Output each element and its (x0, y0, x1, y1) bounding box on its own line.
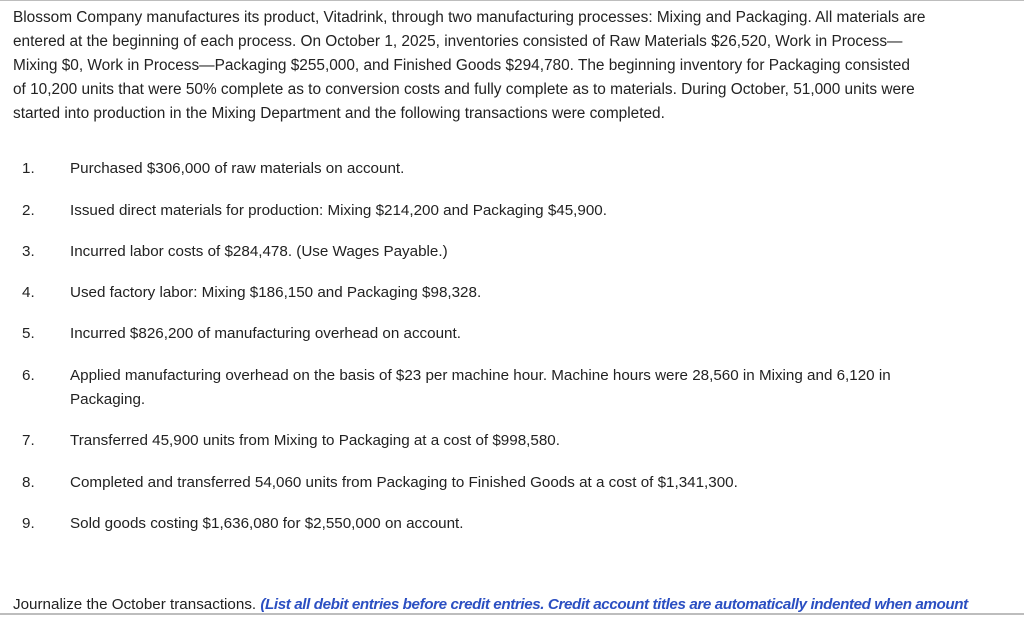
transaction-text: Used factory labor: Mixing $186,150 and Packaging $98,328. (70, 284, 482, 301)
transaction-text: Incurred labor costs of $284,478. (Use Wages Payable.) (70, 243, 448, 260)
transaction-text (70, 364, 1015, 412)
transaction-text: Purchased $306,000 of raw materials on account. (70, 160, 405, 177)
transaction-number: 5. (22, 325, 35, 342)
problem-intro (13, 6, 1024, 126)
intro-line: of 10,200 units that were 50% complete as to conversion costs and fully complete as to materials. During October, 51,000 units were (13, 81, 915, 98)
top-divider (0, 0, 1024, 1)
transaction-text: Sold goods costing $1,636,080 for $2,550,000 on account. (70, 515, 464, 532)
transaction-text: Transferred 45,900 units from Mixing to Packaging at a cost of $998,580. (70, 432, 560, 449)
transaction-number: 6. (22, 367, 35, 384)
transaction-number: 1. (22, 160, 35, 177)
intro-line: started into production in the Mixing Department and the following transactions were completed. (13, 105, 665, 122)
transaction-text: Issued direct materials for production: Mixing $214,200 and Packaging $45,900. (70, 202, 607, 219)
transaction-number: 3. (22, 243, 35, 260)
bottom-divider (0, 613, 1024, 615)
instruction-text: Journalize the October transactions. (13, 596, 257, 613)
transaction-text-line: Applied manufacturing overhead on the basis of $23 per machine hour. Machine hours were 28,560 in Mixing and 6,120 in (70, 367, 891, 384)
transaction-text: Completed and transferred 54,060 units from Packaging to Finished Goods at a cost of $1,341,300. (70, 474, 738, 491)
transaction-number: 2. (22, 202, 35, 219)
intro-line: Mixing $0, Work in Process—Packaging $255,000, and Finished Goods $294,780. The beginning inventory for Packaging consisted (13, 57, 910, 74)
intro-line: Blossom Company manufactures its product, Vitadrink, through two manufacturing processes: Mixing and Packaging. All materials are (13, 9, 926, 26)
instruction-note: (List all debit entries before credit entries. Credit account titles are automatically indented when amount (260, 596, 968, 613)
intro-line: entered at the beginning of each process. On October 1, 2025, inventories consisted of Raw Materials $26,520, Work in Process— (13, 33, 903, 50)
transaction-number: 7. (22, 432, 35, 449)
transaction-text-line: Packaging. (70, 391, 146, 408)
transaction-number: 9. (22, 515, 35, 532)
transaction-number: 4. (22, 284, 35, 301)
transaction-number: 8. (22, 474, 35, 491)
transaction-text: Incurred $826,200 of manufacturing overhead on account. (70, 325, 461, 342)
